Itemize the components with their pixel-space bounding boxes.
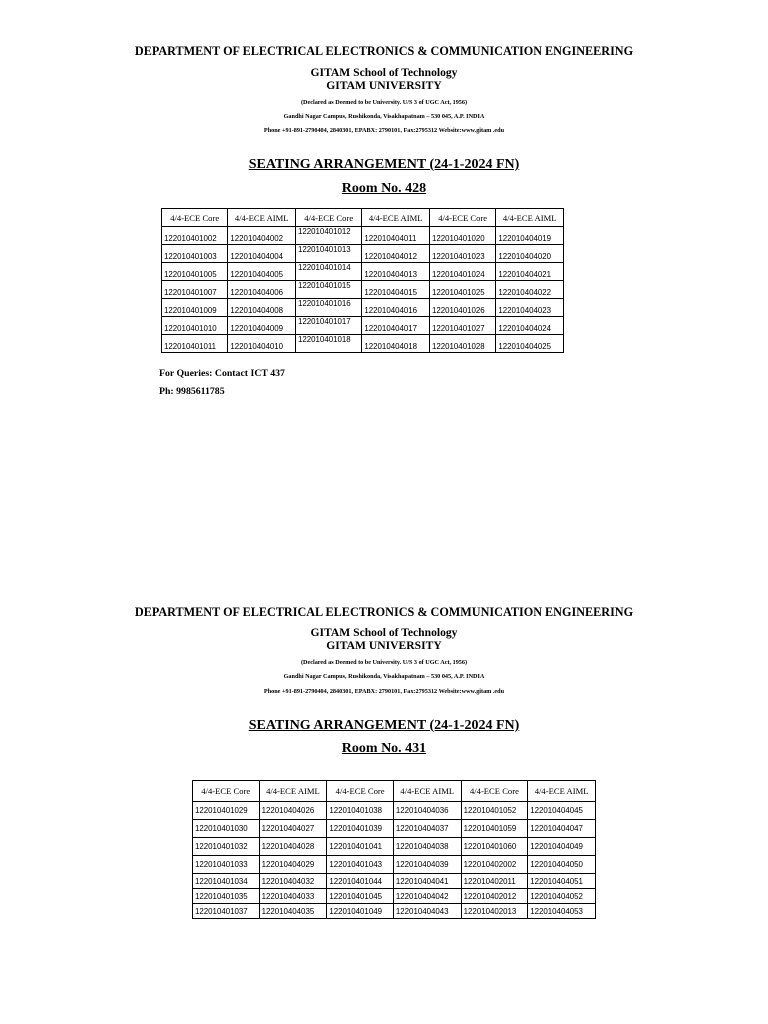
queries-phone: Ph: 9985611785: [159, 386, 225, 397]
roll-number-cell: 122010401038: [327, 802, 394, 820]
roll-number-cell: 122010404045: [528, 802, 596, 820]
roll-number-cell: 122010404028: [259, 838, 327, 856]
roll-number-cell: 122010404027: [259, 820, 327, 838]
roll-number-cell: 122010404012: [362, 245, 430, 263]
roll-number-cell: 122010404010: [228, 335, 296, 353]
roll-number-cell: 122010401015: [295, 281, 361, 299]
seating-title: SEATING ARRANGEMENT (24-1-2024 FN): [248, 718, 520, 733]
seating-title: SEATING ARRANGEMENT (24-1-2024 FN): [248, 157, 520, 172]
column-header: 4/4-ECE AIML: [528, 781, 596, 802]
roll-number-cell: 122010404023: [496, 299, 564, 317]
table-row: [162, 317, 564, 335]
roll-number-cell: 122010401003: [162, 245, 228, 263]
roll-number-cell: 122010401043: [327, 856, 394, 874]
room-number: Room No. 428: [341, 181, 427, 196]
table-row: [162, 299, 564, 317]
table-row: [162, 227, 564, 245]
school-name: GITAM School of Technology: [310, 66, 458, 79]
roll-number-cell: 122010401059: [461, 820, 528, 838]
roll-number-cell: 122010401032: [193, 838, 260, 856]
address-line: Gandhi Nagar Campus, Rushikonda, Visakhapatnam – 530 045, A.P. INDIA: [283, 673, 485, 680]
roll-number-cell: 122010401014: [295, 263, 361, 281]
address-line: Gandhi Nagar Campus, Rushikonda, Visakhapatnam – 530 045, A.P. INDIA: [283, 113, 485, 120]
seating-table: [192, 780, 596, 919]
roll-number-cell: 122010401007: [162, 281, 228, 299]
column-header: 4/4-ECE AIML: [393, 781, 461, 802]
roll-number-cell: 122010404008: [228, 299, 296, 317]
roll-number-cell: 122010404043: [393, 904, 461, 919]
roll-number-cell: 122010404019: [496, 227, 564, 245]
column-header: 4/4-ECE AIML: [362, 209, 430, 227]
seating-table: [161, 208, 564, 353]
roll-number-cell: 122010401037: [193, 904, 260, 919]
roll-number-cell: 122010401033: [193, 856, 260, 874]
roll-number-cell: 122010401027: [429, 317, 495, 335]
table-row: [193, 889, 596, 904]
table-row: [193, 874, 596, 889]
table-row: [193, 802, 596, 820]
roll-number-cell: 122010404052: [528, 889, 596, 904]
roll-number-cell: 122010401049: [327, 904, 394, 919]
roll-number-cell: 122010404038: [393, 838, 461, 856]
roll-number-cell: 122010404009: [228, 317, 296, 335]
table-row: [193, 820, 596, 838]
column-header: 4/4-ECE Core: [327, 781, 394, 802]
roll-number-cell: 122010401035: [193, 889, 260, 904]
roll-number-cell: 122010401023: [429, 245, 495, 263]
column-header: 4/4-ECE Core: [429, 209, 495, 227]
roll-number-cell: 122010401030: [193, 820, 260, 838]
roll-number-cell: 122010404002: [228, 227, 296, 245]
column-header: 4/4-ECE AIML: [259, 781, 327, 802]
roll-number-cell: 122010404050: [528, 856, 596, 874]
column-header: 4/4-ECE Core: [461, 781, 528, 802]
university-name: GITAM UNIVERSITY: [326, 79, 442, 92]
roll-number-cell: 122010404011: [362, 227, 430, 245]
roll-number-cell: 122010401017: [295, 317, 361, 335]
declared-note: (Declared as Deemed to be University. U/S 3 of UGC Act, 1956): [300, 99, 468, 106]
roll-number-cell: 122010404051: [528, 874, 596, 889]
table-row: [162, 335, 564, 353]
column-header: 4/4-ECE Core: [162, 209, 228, 227]
department-heading: DEPARTMENT OF ELECTRICAL ELECTRONICS & COMMUNICATION ENGINEERING: [134, 605, 634, 619]
roll-number-cell: 122010404024: [496, 317, 564, 335]
roll-number-cell: 122010401002: [162, 227, 228, 245]
roll-number-cell: 122010404022: [496, 281, 564, 299]
roll-number-cell: 122010404016: [362, 299, 430, 317]
roll-number-cell: 122010404036: [393, 802, 461, 820]
roll-number-cell: 122010401060: [461, 838, 528, 856]
roll-number-cell: 122010402002: [461, 856, 528, 874]
column-header: 4/4-ECE AIML: [496, 209, 564, 227]
contact-line: Phone +91-891-2790404, 2840301, EPABX: 2790101, Fax:2795312 Website:www.gitam .edu: [263, 127, 505, 134]
roll-number-cell: 122010401018: [295, 335, 361, 353]
table-row: [193, 904, 596, 919]
roll-number-cell: 122010401009: [162, 299, 228, 317]
roll-number-cell: 122010404015: [362, 281, 430, 299]
table-row: [193, 838, 596, 856]
table-row: [162, 245, 564, 263]
roll-number-cell: 122010404041: [393, 874, 461, 889]
roll-number-cell: 122010401044: [327, 874, 394, 889]
roll-number-cell: 122010402011: [461, 874, 528, 889]
roll-number-cell: 122010402012: [461, 889, 528, 904]
roll-number-cell: 122010404025: [496, 335, 564, 353]
roll-number-cell: 122010404029: [259, 856, 327, 874]
queries-contact: For Queries: Contact ICT 437: [159, 368, 285, 379]
roll-number-cell: 122010404049: [528, 838, 596, 856]
roll-number-cell: 122010404053: [528, 904, 596, 919]
roll-number-cell: 122010404037: [393, 820, 461, 838]
roll-number-cell: 122010404017: [362, 317, 430, 335]
roll-number-cell: 122010401029: [193, 802, 260, 820]
table-row: [162, 281, 564, 299]
table-header-row: [193, 781, 596, 802]
roll-number-cell: 122010404026: [259, 802, 327, 820]
roll-number-cell: 122010401026: [429, 299, 495, 317]
roll-number-cell: 122010404020: [496, 245, 564, 263]
roll-number-cell: 122010401052: [461, 802, 528, 820]
department-heading: DEPARTMENT OF ELECTRICAL ELECTRONICS & COMMUNICATION ENGINEERING: [134, 44, 634, 58]
roll-number-cell: 122010401005: [162, 263, 228, 281]
roll-number-cell: 122010401016: [295, 299, 361, 317]
school-name: GITAM School of Technology: [310, 626, 458, 639]
declared-note: (Declared as Deemed to be University. U/S 3 of UGC Act, 1956): [300, 659, 468, 666]
roll-number-cell: 122010404005: [228, 263, 296, 281]
roll-number-cell: 122010404006: [228, 281, 296, 299]
roll-number-cell: 122010401024: [429, 263, 495, 281]
column-header: 4/4-ECE AIML: [228, 209, 296, 227]
roll-number-cell: 122010401045: [327, 889, 394, 904]
roll-number-cell: 122010401041: [327, 838, 394, 856]
roll-number-cell: 122010404035: [259, 904, 327, 919]
university-name: GITAM UNIVERSITY: [326, 639, 442, 652]
roll-number-cell: 122010404042: [393, 889, 461, 904]
roll-number-cell: 122010404021: [496, 263, 564, 281]
roll-number-cell: 122010401039: [327, 820, 394, 838]
table-header-row: [162, 209, 564, 227]
roll-number-cell: 122010401025: [429, 281, 495, 299]
roll-number-cell: 122010401011: [162, 335, 228, 353]
roll-number-cell: 122010404039: [393, 856, 461, 874]
roll-number-cell: 122010401034: [193, 874, 260, 889]
roll-number-cell: 122010401012: [295, 227, 361, 245]
table-row: [193, 856, 596, 874]
roll-number-cell: 122010401010: [162, 317, 228, 335]
column-header: 4/4-ECE Core: [193, 781, 260, 802]
roll-number-cell: 122010404018: [362, 335, 430, 353]
roll-number-cell: 122010404032: [259, 874, 327, 889]
roll-number-cell: 122010404004: [228, 245, 296, 263]
column-header: 4/4-ECE Core: [295, 209, 361, 227]
table-row: [162, 263, 564, 281]
roll-number-cell: 122010401020: [429, 227, 495, 245]
roll-number-cell: 122010402013: [461, 904, 528, 919]
roll-number-cell: 122010404013: [362, 263, 430, 281]
roll-number-cell: 122010404047: [528, 820, 596, 838]
roll-number-cell: 122010401028: [429, 335, 495, 353]
room-number: Room No. 431: [341, 741, 427, 756]
roll-number-cell: 122010404033: [259, 889, 327, 904]
roll-number-cell: 122010401013: [295, 245, 361, 263]
contact-line: Phone +91-891-2790404, 2840301, EPABX: 2790101, Fax:2795312 Website:www.gitam .edu: [263, 688, 505, 695]
